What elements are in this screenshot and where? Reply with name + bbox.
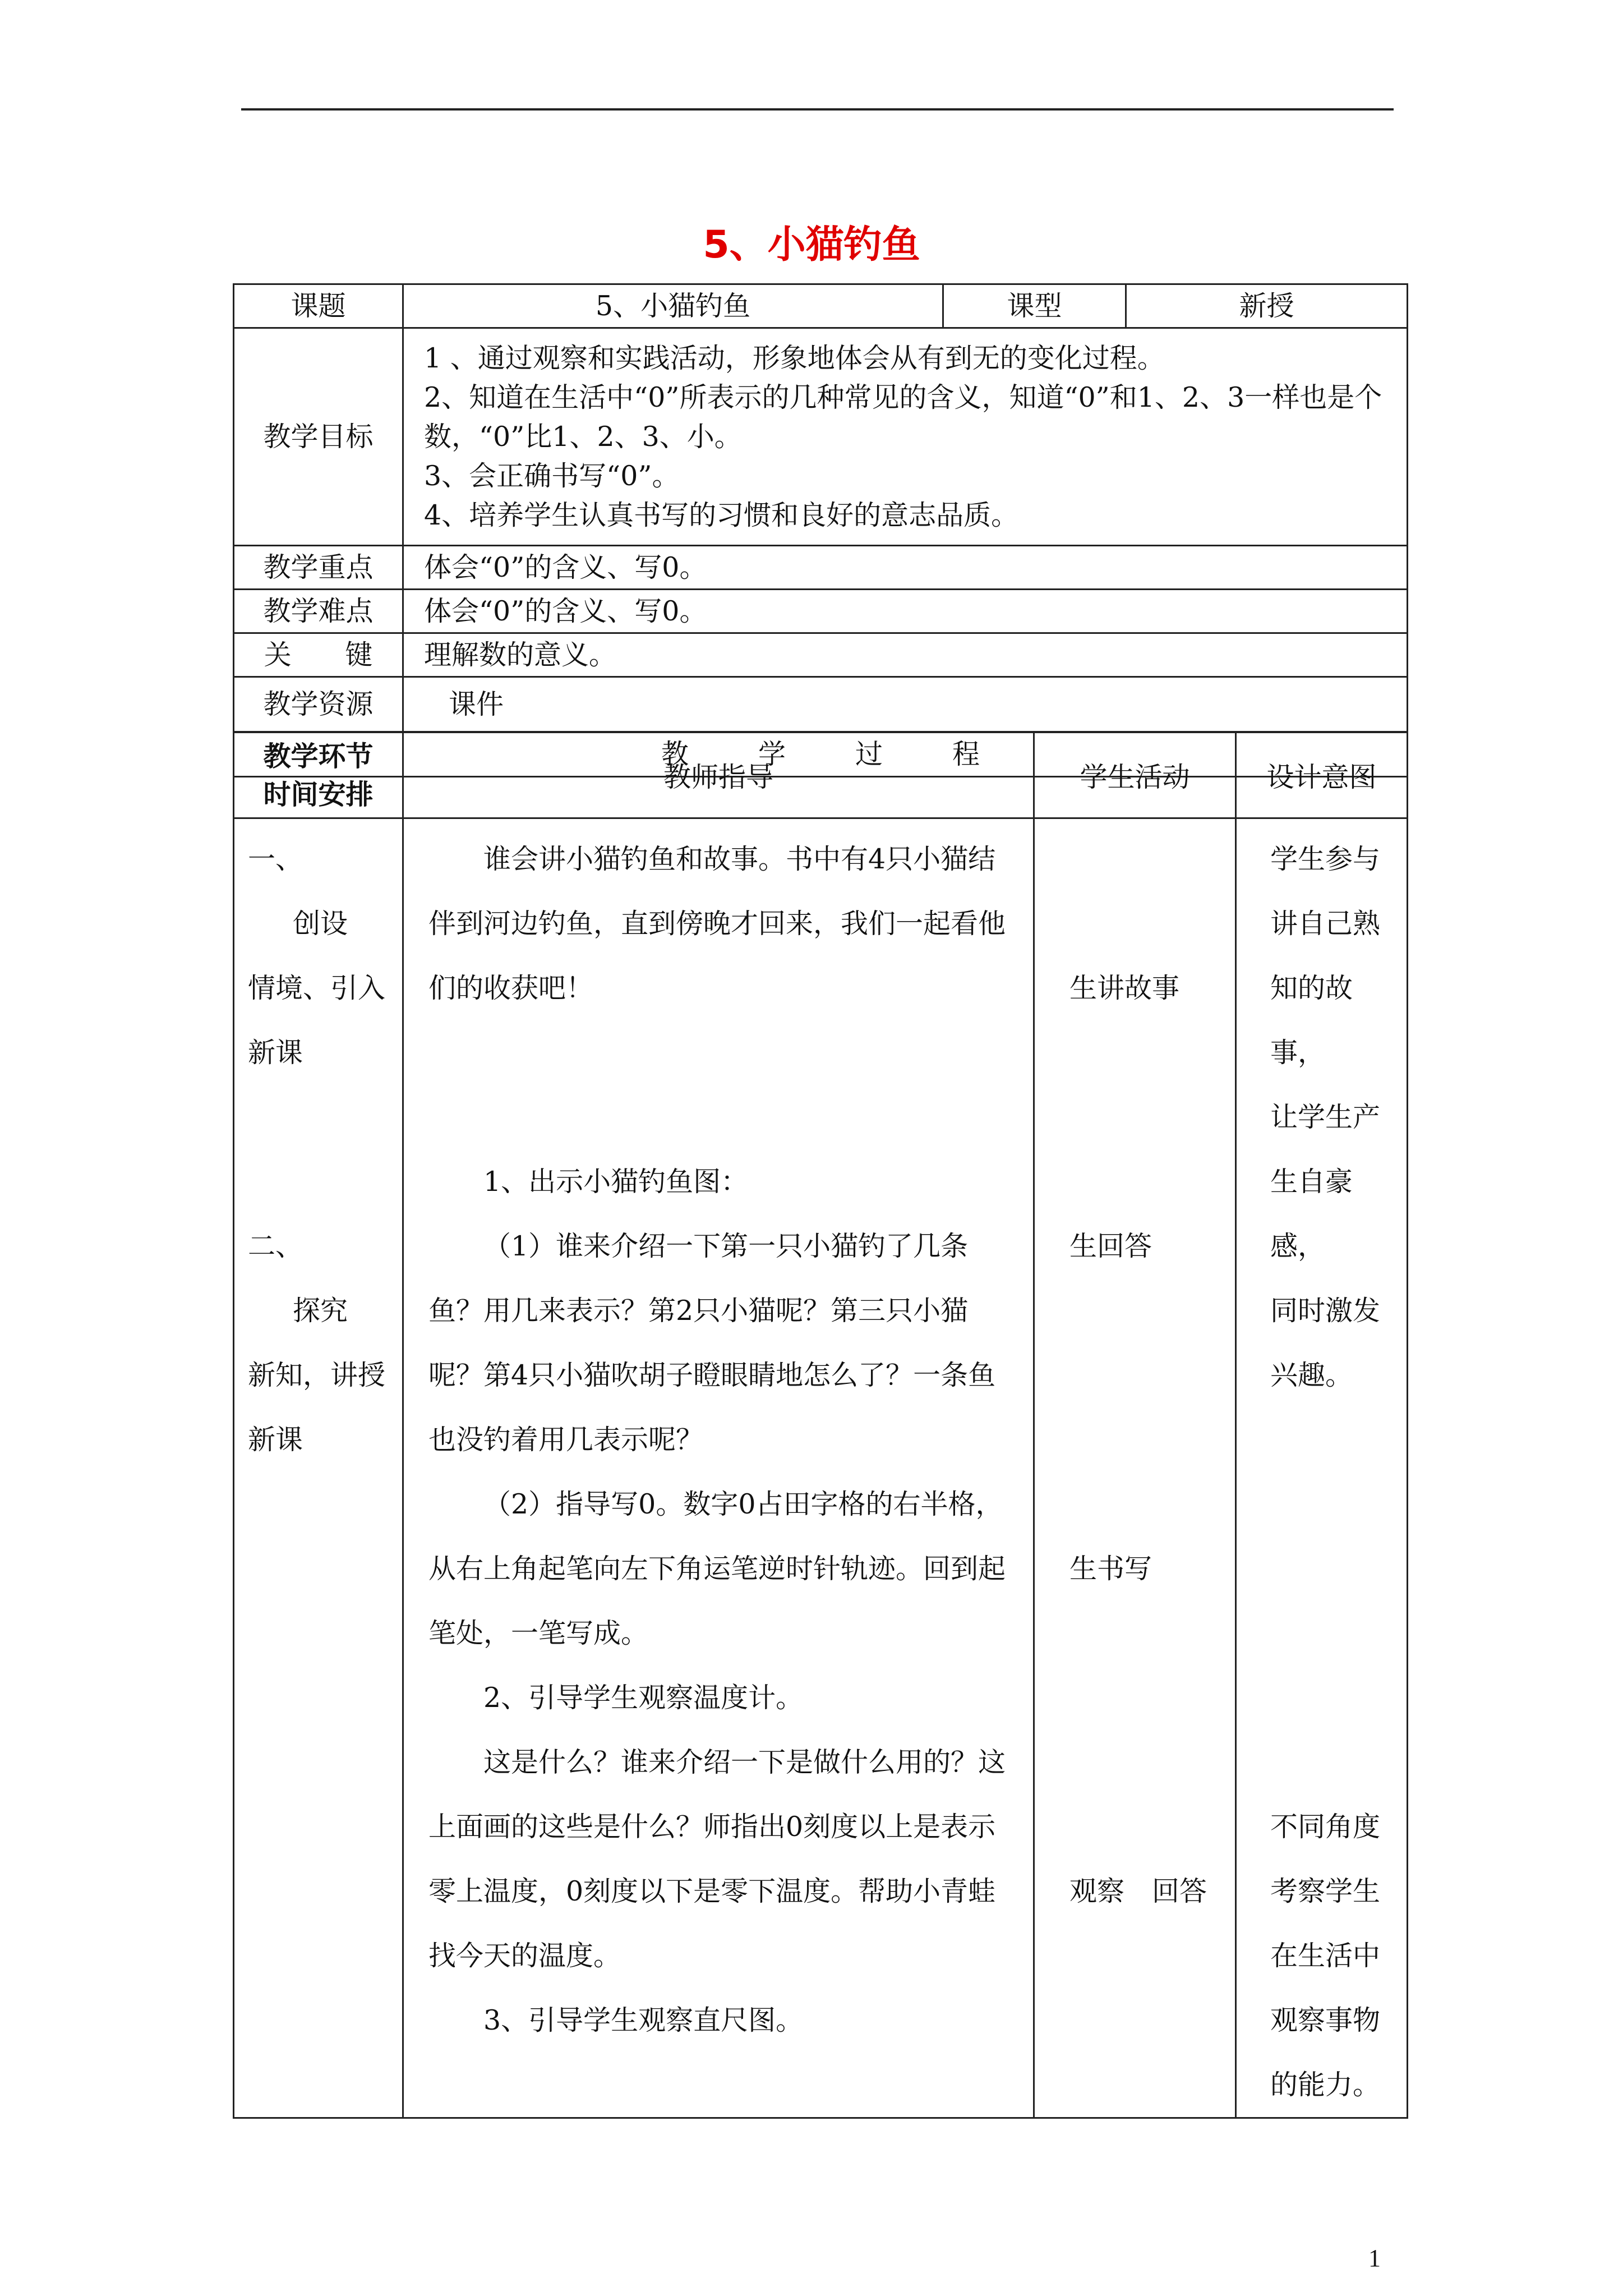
crux-label: 关 键: [234, 633, 403, 677]
key-point-label: 教学重点: [234, 546, 403, 590]
teacher-para-1: 谁会讲小猫钓鱼和故事。书中有4只小猫结伴到河边钓鱼，直到傍晚才回来，我们一起看他们的收获吧！: [428, 843, 1006, 1004]
difficulty-value: 体会“0”的含义、写0。: [403, 590, 1408, 633]
student-activity-3: 生书写: [1069, 1553, 1152, 1585]
objectives-row: [234, 328, 1408, 546]
student-activity-4: 观察 回答: [1069, 1875, 1207, 1907]
teacher-para-6: 这是什么？谁来介绍一下是做什么用的？这上面画的这些是什么？师指出0刻度以上是表示零上温度，0刻度以下是零下温度。帮助小青蛙找今天的温度。: [428, 1746, 1006, 1972]
difficulty-row: [234, 590, 1408, 633]
teaching-process-table: [233, 731, 1408, 2119]
student-header: 学生活动: [1034, 733, 1236, 818]
stage-header: 教学环节 时间安排: [234, 733, 403, 818]
topic-label: 课题: [234, 284, 403, 328]
process-heading: 教 学 过 程: [234, 732, 1408, 777]
objective-2: 2、知道在生活中“0”所表示的几种常见的含义，知道“0”和1、2、3一样也是个数，“0”比1、2、3、小。: [424, 381, 1382, 453]
objective-3: 3、会正确书写“0”。: [424, 460, 680, 492]
intent-header: 设计意图: [1236, 733, 1408, 818]
document-title: 5、小猫钓鱼: [703, 223, 920, 267]
stage-1-number: 一、: [248, 843, 303, 875]
crux-row: [234, 633, 1408, 677]
teacher-header: 教师指导: [403, 733, 1034, 818]
crux-value: 理解数的意义。: [403, 633, 1408, 677]
resources-row: [234, 677, 1408, 732]
topic-value: 5、小猫钓鱼: [403, 284, 943, 328]
objectives-cell: [403, 328, 1408, 546]
difficulty-label: 教学难点: [234, 590, 403, 633]
teacher-para-2: 1、出示小猫钓鱼图：: [483, 1166, 749, 1198]
key-point-row: [234, 546, 1408, 590]
process-body-row: [234, 818, 1408, 2118]
teacher-para-3: （1）谁来介绍一下第一只小猫钓了几条鱼？用几来表示？第2只小猫呢？第三只小猫呢？第4只小猫吹胡子瞪眼睛地怎么了？一条鱼也没钓着用几表示呢？: [428, 1230, 996, 1456]
objectives-label: 教学目标: [234, 328, 403, 546]
objective-1: 1 、通过观察和实践活动，形象地体会从有到无的变化过程。: [424, 342, 1165, 374]
teacher-cell: [403, 818, 1034, 2118]
header-rule: [241, 108, 1394, 111]
stage-2-number: 二、: [248, 1230, 303, 1262]
objective-4: 4、培养学生认真书写的习惯和良好的意志品质。: [424, 499, 1019, 531]
intent-cell: 学生参与 讲自己熟 知的故事， 让学生产 生自豪感， 同时激发 兴趣。 不同角度 考察学生 在生活中 观察事物 的能力。: [1236, 818, 1408, 2118]
key-point-value: 体会“0”的含义、写0。: [403, 546, 1408, 590]
teacher-para-5: 2、引导学生观察温度计。: [483, 1682, 804, 1714]
student-cell: [1034, 818, 1236, 2118]
teacher-para-4: （2）指导写0。数字0占田字格的右半格，从右上角起笔向左下角运笔逆时针轨迹。回到起笔处，一笔写成。: [428, 1488, 1006, 1649]
process-header-row: [234, 733, 1408, 818]
type-value: 新授: [1126, 284, 1408, 328]
resources-label: 教学资源: [234, 677, 403, 732]
page-number: 1: [1368, 2244, 1381, 2272]
topic-row: [234, 284, 1408, 328]
lesson-info-table: [233, 283, 1408, 777]
stage-cell: 一、 创设 情境、引入 新课 二、 探究 新知，讲授 新课: [234, 818, 403, 2118]
teacher-para-7: 3、引导学生观察直尺图。: [483, 2004, 804, 2036]
resources-value: 课件: [403, 677, 1408, 732]
student-activity-1: 生讲故事: [1069, 972, 1180, 1004]
type-label: 课型: [943, 284, 1126, 328]
student-activity-2: 生回答: [1069, 1230, 1152, 1262]
